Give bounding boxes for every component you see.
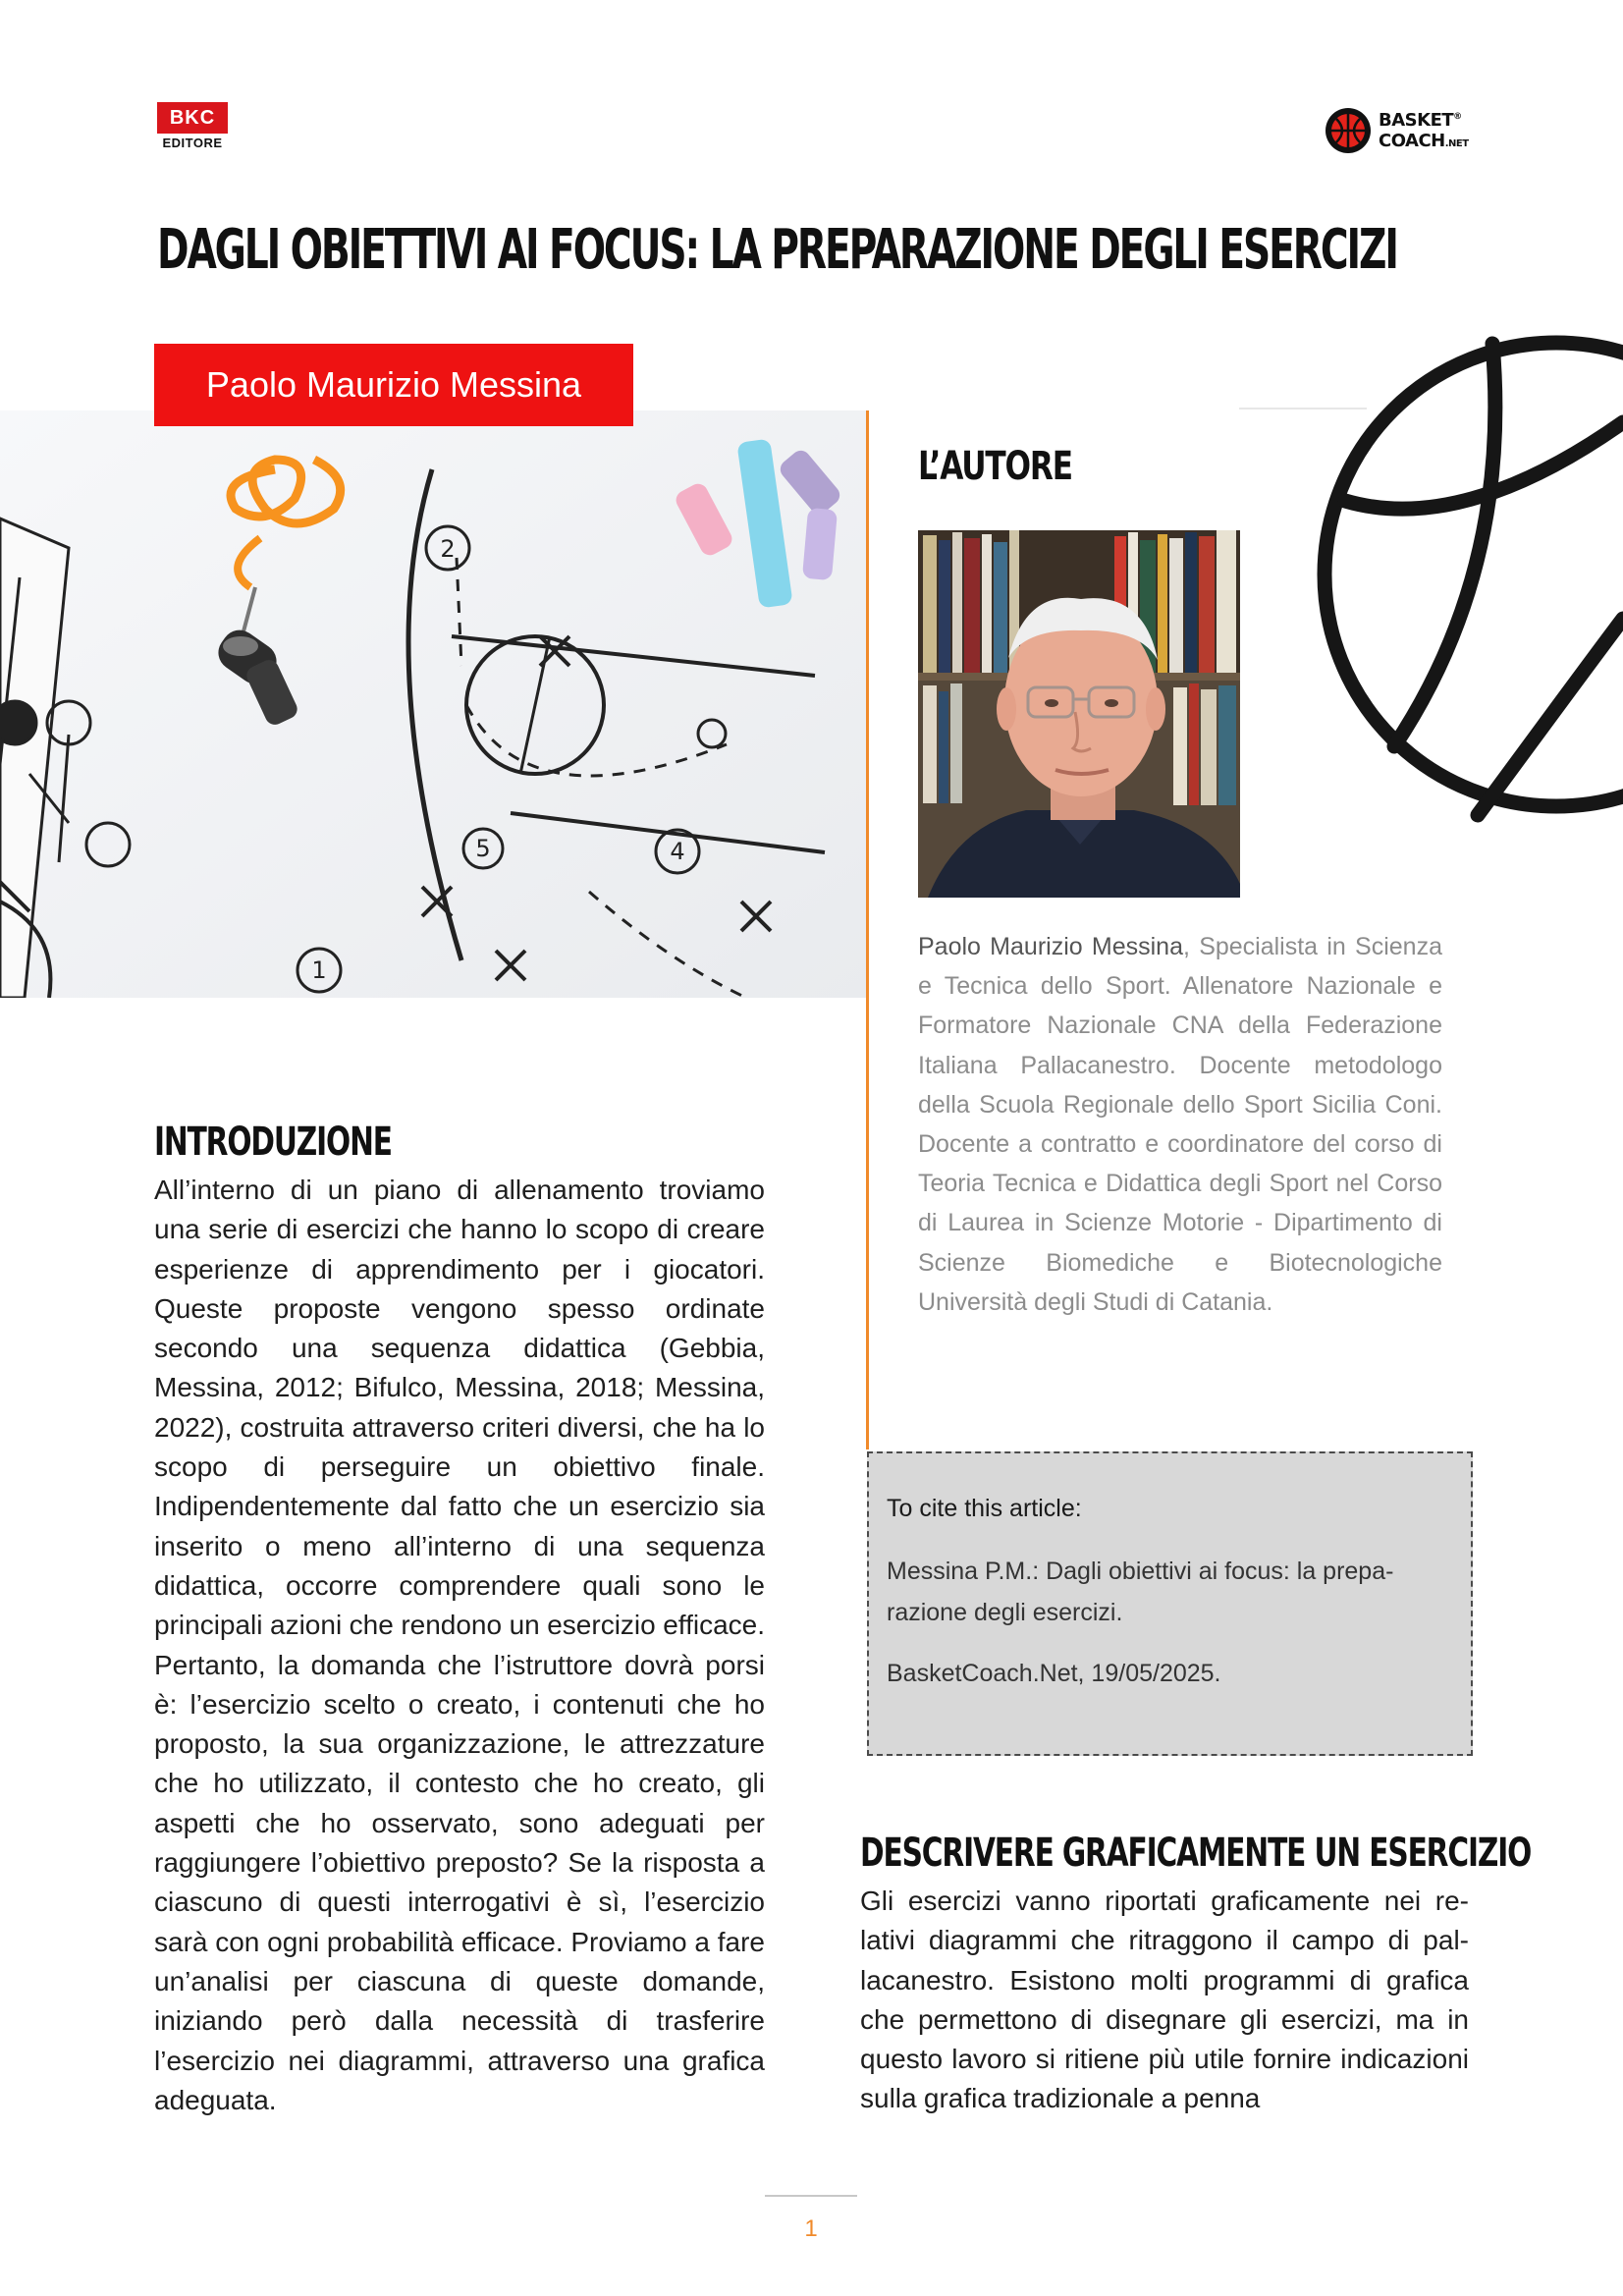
registered-mark: ® (1453, 112, 1462, 122)
article-title: DAGLI OBIETTIVI AI FOCUS: LA PREPARAZIONE DEGLI ESERCIZI (157, 218, 1397, 282)
basketcoach-logo-line1: BASKET (1379, 110, 1454, 131)
citation-line-1: Messina P.M.: Dagli obiettivi ai focus: la prepa- (887, 1558, 1394, 1585)
bkc-editore-logo (157, 102, 228, 150)
basketcoach-logo-suffix: .NET (1444, 138, 1469, 149)
basketball-logo-icon (1324, 106, 1373, 155)
citation-line-2: razione degli esercizi. (887, 1599, 1123, 1626)
footer-rule (765, 2195, 857, 2197)
author-portrait-image (918, 530, 1240, 898)
hero-tactics-image (0, 410, 867, 998)
introduzione-paragraph: All’interno di un piano di allenamento troviamo una serie di esercizi che hanno lo scopo di creare esperienze di apprendimento per i giocatori. Queste proposte vengono spesso ordinate secondo una sequenza didattica (Gebbia, Messina, 2012; Bifulco, Messina, 2018; Messina, 2022), costruita attraverso criteri diversi, che ha lo scopo di perseguire un obiettivo finale. Indipendentemente dal fatto che un esercizio sia inserito o meno all’interno di una sequenza didattica, occorre comprendere quali sono le principali azioni che rendono un esercizio efficace. Pertanto, la domanda che l’istruttore dovrà porsi è: l’esercizio scelto o creato, i contenuti che ho proposto, la sua organizzazione, le attrezzature che ho utilizzato, il contesto che ho creato, gli aspetti che ho osservato, sono adeguati per raggiungere l’obiettivo preposto? Se la risposta a ciascuno di questi interrogativi è sì, l’esercizio sarà con ogni probabilità efficace. Proviamo a fare un’analisi per ciascuna di queste domande, iniziando però dalla necessità di trasferire l’esercizio nei diagrammi, attraverso una grafica adeguata. (154, 1175, 765, 2115)
hero-player-1: 1 (311, 957, 327, 984)
hero-player-2: 2 (440, 535, 456, 563)
citation-heading: To cite this article: (887, 1495, 1082, 1522)
basketcoach-logo-line2: COACH (1379, 131, 1445, 151)
introduzione-heading: INTRODUZIONE (154, 1120, 392, 1165)
descrivere-heading: DESCRIVERE GRAFICAMENTE UN ESERCIZIO (860, 1831, 1532, 1876)
author-bio-text: , Specialista in Scienza e Tecnica dello Sport. Allenatore Nazionale e Formatore Nazionale CNA della Federazione Italiana Pallacanestro. Docente metodologo della Scuola Regionale dello Sport Sicilia Coni. Docente a contratto e coordinatore del corso di Teoria Tecnica e Didattica degli Sport nel Corso di Laurea in Scienze Motorie - Dipartimento di Scienze Biomediche e Biotecnologiche Università degli Studi di Catania. (918, 933, 1442, 1316)
hero-player-4: 4 (670, 838, 685, 865)
citation-line-3: BasketCoach.Net, 19/05/2025. (887, 1660, 1221, 1687)
bkc-logo-mark: BKC (157, 102, 228, 134)
hero-player-5: 5 (475, 835, 491, 862)
basketball-decoration-icon (1306, 324, 1623, 835)
page-number: 1 (804, 2215, 818, 2242)
author-biography (918, 927, 1442, 1322)
author-bio-name: Paolo Maurizio Messina (918, 933, 1183, 960)
author-section-heading: L’AUTORE (918, 444, 1072, 489)
author-photo (918, 530, 1240, 898)
column-divider (866, 410, 869, 1449)
basketcoach-logo (1324, 103, 1471, 158)
basketcoach-logo-text (1379, 107, 1469, 154)
author-name-banner: Paolo Maurizio Messina (154, 344, 633, 426)
descrivere-paragraph: Gli esercizi vanno riportati graficamente nei relativi diagrammi che ritraggono il campo di pallacanestro. Esistono molti programmi di grafica che permettono di disegnare gli esercizi, ma in questo lavoro si ritiene più utile fornire indicazioni sulla grafica tradizionale a penna (860, 1886, 1469, 2114)
decorative-rule (1239, 408, 1367, 410)
bkc-logo-subtitle: EDITORE (162, 136, 223, 150)
tactics-board-illustration (0, 410, 867, 998)
